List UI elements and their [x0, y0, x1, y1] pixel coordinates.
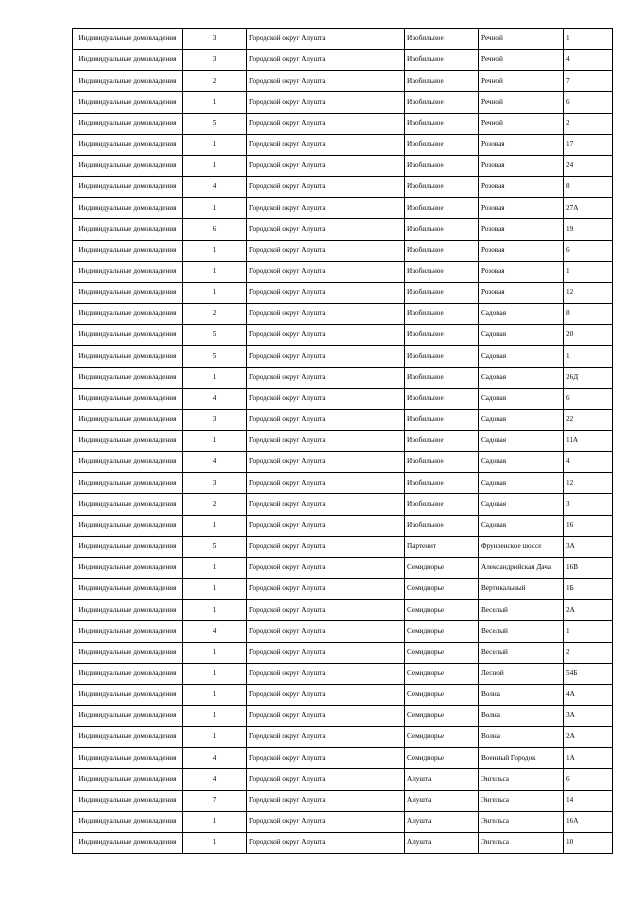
table-row: [73, 536, 613, 557]
count-cell: 7: [183, 790, 247, 811]
house-number-cell: 17: [564, 134, 613, 155]
street-cell: Александрийская Дача: [479, 557, 564, 578]
table-row: [73, 261, 613, 282]
count-cell: 1: [183, 832, 247, 853]
housing-type-cell: Индивидуальные домовладения: [73, 71, 183, 92]
house-number-cell: 20: [564, 325, 613, 346]
house-number-cell: 16: [564, 515, 613, 536]
housing-type-cell: Индивидуальные домовладения: [73, 452, 183, 473]
town-cell: Изобильное: [405, 325, 479, 346]
house-number-cell: 3А: [564, 536, 613, 557]
table-row: [73, 177, 613, 198]
district-cell: Городской округ Алушта: [247, 557, 405, 578]
house-number-cell: 12: [564, 282, 613, 303]
street-cell: Садовая: [479, 304, 564, 325]
town-cell: Изобильное: [405, 304, 479, 325]
district-cell: Городской округ Алушта: [247, 621, 405, 642]
housing-type-cell: Индивидуальные домовладения: [73, 177, 183, 198]
street-cell: Военный Городок: [479, 748, 564, 769]
housing-type-cell: Индивидуальные домовладения: [73, 346, 183, 367]
town-cell: Семидворье: [405, 684, 479, 705]
street-cell: Розовая: [479, 134, 564, 155]
count-cell: 5: [183, 325, 247, 346]
count-cell: 1: [183, 240, 247, 261]
table-row: [73, 304, 613, 325]
town-cell: Семидворье: [405, 663, 479, 684]
district-cell: Городской округ Алушта: [247, 198, 405, 219]
housing-type-cell: Индивидуальные домовладения: [73, 388, 183, 409]
house-number-cell: 16В: [564, 557, 613, 578]
house-number-cell: 54Б: [564, 663, 613, 684]
count-cell: 1: [183, 515, 247, 536]
count-cell: 3: [183, 409, 247, 430]
count-cell: 3: [183, 473, 247, 494]
district-cell: Городской округ Алушта: [247, 282, 405, 303]
street-cell: Волна: [479, 684, 564, 705]
district-cell: Городской округ Алушта: [247, 748, 405, 769]
count-cell: 1: [183, 811, 247, 832]
house-number-cell: 2А: [564, 600, 613, 621]
housing-type-cell: Индивидуальные домовладения: [73, 50, 183, 71]
town-cell: Изобильное: [405, 50, 479, 71]
count-cell: 1: [183, 198, 247, 219]
table-row: [73, 240, 613, 261]
table-row: [73, 663, 613, 684]
house-number-cell: 11А: [564, 430, 613, 451]
town-cell: Семидворье: [405, 600, 479, 621]
house-number-cell: 3: [564, 494, 613, 515]
town-cell: Изобильное: [405, 367, 479, 388]
street-cell: Волна: [479, 727, 564, 748]
table-row: [73, 155, 613, 176]
housing-type-cell: Индивидуальные домовладения: [73, 790, 183, 811]
count-cell: 5: [183, 113, 247, 134]
table-row: [73, 219, 613, 240]
town-cell: Семидворье: [405, 642, 479, 663]
housing-type-cell: Индивидуальные домовладения: [73, 494, 183, 515]
house-number-cell: 19: [564, 219, 613, 240]
table-row: [73, 409, 613, 430]
count-cell: 1: [183, 706, 247, 727]
count-cell: 3: [183, 29, 247, 50]
district-cell: Городской округ Алушта: [247, 727, 405, 748]
street-cell: Садовая: [479, 473, 564, 494]
house-number-cell: 14: [564, 790, 613, 811]
house-number-cell: 8: [564, 304, 613, 325]
table-row: [73, 452, 613, 473]
house-number-cell: 6: [564, 388, 613, 409]
town-cell: Семидворье: [405, 727, 479, 748]
district-cell: Городской округ Алушта: [247, 430, 405, 451]
count-cell: 1: [183, 261, 247, 282]
table-row: [73, 579, 613, 600]
town-cell: Изобильное: [405, 29, 479, 50]
table-row: [73, 748, 613, 769]
table-row: [73, 282, 613, 303]
table-row: [73, 29, 613, 50]
town-cell: Изобильное: [405, 198, 479, 219]
district-cell: Городской округ Алушта: [247, 367, 405, 388]
district-cell: Городской округ Алушта: [247, 515, 405, 536]
street-cell: Веселый: [479, 642, 564, 663]
house-number-cell: 6: [564, 92, 613, 113]
count-cell: 1: [183, 92, 247, 113]
district-cell: Городской округ Алушта: [247, 304, 405, 325]
district-cell: Городской округ Алушта: [247, 177, 405, 198]
house-number-cell: 22: [564, 409, 613, 430]
house-number-cell: 1: [564, 346, 613, 367]
town-cell: Алушта: [405, 811, 479, 832]
house-number-cell: 26Д: [564, 367, 613, 388]
town-cell: Изобильное: [405, 240, 479, 261]
street-cell: Розовая: [479, 240, 564, 261]
table-row: [73, 92, 613, 113]
housing-type-cell: Индивидуальные домовладения: [73, 642, 183, 663]
street-cell: Энгельса: [479, 832, 564, 853]
table-row: [73, 494, 613, 515]
count-cell: 5: [183, 346, 247, 367]
table-row: [73, 50, 613, 71]
district-cell: Городской округ Алушта: [247, 452, 405, 473]
table-row: [73, 832, 613, 853]
housing-type-cell: Индивидуальные домовладения: [73, 684, 183, 705]
table-row: [73, 684, 613, 705]
house-number-cell: 6: [564, 769, 613, 790]
count-cell: 1: [183, 600, 247, 621]
town-cell: Изобильное: [405, 177, 479, 198]
street-cell: Розовая: [479, 155, 564, 176]
housing-type-cell: Индивидуальные домовладения: [73, 536, 183, 557]
count-cell: 3: [183, 50, 247, 71]
housing-type-cell: Индивидуальные домовладения: [73, 29, 183, 50]
table-row: [73, 515, 613, 536]
town-cell: Изобильное: [405, 430, 479, 451]
street-cell: Розовая: [479, 177, 564, 198]
housing-type-cell: Индивидуальные домовладения: [73, 240, 183, 261]
count-cell: 2: [183, 494, 247, 515]
street-cell: Энгельса: [479, 769, 564, 790]
district-cell: Городской округ Алушта: [247, 790, 405, 811]
street-cell: Садовая: [479, 409, 564, 430]
table-row: [73, 621, 613, 642]
housing-type-cell: Индивидуальные домовладения: [73, 706, 183, 727]
district-cell: Городской округ Алушта: [247, 473, 405, 494]
street-cell: Фрунзенское шоссе: [479, 536, 564, 557]
district-cell: Городской округ Алушта: [247, 113, 405, 134]
table-row: [73, 706, 613, 727]
district-cell: Городской округ Алушта: [247, 134, 405, 155]
town-cell: Изобильное: [405, 473, 479, 494]
town-cell: Изобильное: [405, 515, 479, 536]
street-cell: Садовая: [479, 515, 564, 536]
house-number-cell: 8: [564, 177, 613, 198]
table-row: [73, 600, 613, 621]
town-cell: Семидворье: [405, 706, 479, 727]
count-cell: 4: [183, 388, 247, 409]
house-number-cell: 1: [564, 29, 613, 50]
town-cell: Изобильное: [405, 92, 479, 113]
table-row: [73, 198, 613, 219]
district-cell: Городской округ Алушта: [247, 155, 405, 176]
district-cell: Городской округ Алушта: [247, 71, 405, 92]
housing-type-cell: Индивидуальные домовладения: [73, 325, 183, 346]
street-cell: Садовая: [479, 452, 564, 473]
district-cell: Городской округ Алушта: [247, 50, 405, 71]
house-number-cell: 16А: [564, 811, 613, 832]
town-cell: Алушта: [405, 769, 479, 790]
town-cell: Изобильное: [405, 494, 479, 515]
house-number-cell: 3А: [564, 706, 613, 727]
house-number-cell: 12: [564, 473, 613, 494]
town-cell: Изобильное: [405, 261, 479, 282]
town-cell: Изобильное: [405, 219, 479, 240]
house-number-cell: 1: [564, 621, 613, 642]
count-cell: 1: [183, 642, 247, 663]
street-cell: Речной: [479, 113, 564, 134]
district-cell: Городской округ Алушта: [247, 811, 405, 832]
housing-type-cell: Индивидуальные домовладения: [73, 282, 183, 303]
housing-type-cell: Индивидуальные домовладения: [73, 198, 183, 219]
house-number-cell: 24: [564, 155, 613, 176]
town-cell: Изобильное: [405, 113, 479, 134]
town-cell: Семидворье: [405, 579, 479, 600]
housing-type-cell: Индивидуальные домовладения: [73, 621, 183, 642]
house-number-cell: 6: [564, 240, 613, 261]
town-cell: Изобильное: [405, 155, 479, 176]
housing-type-cell: Индивидуальные домовладения: [73, 748, 183, 769]
housing-type-cell: Индивидуальные домовладения: [73, 727, 183, 748]
street-cell: Розовая: [479, 219, 564, 240]
district-cell: Городской округ Алушта: [247, 325, 405, 346]
housing-type-cell: Индивидуальные домовладения: [73, 409, 183, 430]
district-cell: Городской округ Алушта: [247, 388, 405, 409]
table-row: [73, 71, 613, 92]
town-cell: Изобильное: [405, 282, 479, 303]
count-cell: 4: [183, 177, 247, 198]
street-cell: Вертикальный: [479, 579, 564, 600]
town-cell: Алушта: [405, 790, 479, 811]
district-cell: Городской округ Алушта: [247, 642, 405, 663]
housing-type-cell: Индивидуальные домовладения: [73, 430, 183, 451]
house-number-cell: 1А: [564, 748, 613, 769]
count-cell: 4: [183, 452, 247, 473]
town-cell: Изобильное: [405, 134, 479, 155]
district-cell: Городской округ Алушта: [247, 261, 405, 282]
house-number-cell: 27А: [564, 198, 613, 219]
town-cell: Алушта: [405, 832, 479, 853]
district-cell: Городской округ Алушта: [247, 663, 405, 684]
street-cell: Розовая: [479, 261, 564, 282]
housing-type-cell: Индивидуальные домовладения: [73, 155, 183, 176]
house-number-cell: 4: [564, 452, 613, 473]
housing-type-cell: Индивидуальные домовладения: [73, 811, 183, 832]
district-cell: Городской округ Алушта: [247, 219, 405, 240]
house-number-cell: 4: [564, 50, 613, 71]
street-cell: Речной: [479, 50, 564, 71]
street-cell: Садовая: [479, 346, 564, 367]
table-row: [73, 557, 613, 578]
district-cell: Городской округ Алушта: [247, 29, 405, 50]
district-cell: Городской округ Алушта: [247, 409, 405, 430]
street-cell: Волна: [479, 706, 564, 727]
town-cell: Семидворье: [405, 557, 479, 578]
district-cell: Городской округ Алушта: [247, 600, 405, 621]
housing-type-cell: Индивидуальные домовладения: [73, 832, 183, 853]
housing-type-cell: Индивидуальные домовладения: [73, 515, 183, 536]
table-row: [73, 727, 613, 748]
street-cell: Веселый: [479, 600, 564, 621]
count-cell: 4: [183, 621, 247, 642]
district-cell: Городской округ Алушта: [247, 536, 405, 557]
town-cell: Изобильное: [405, 71, 479, 92]
count-cell: 1: [183, 430, 247, 451]
housing-type-cell: Индивидуальные домовладения: [73, 219, 183, 240]
district-cell: Городской округ Алушта: [247, 579, 405, 600]
street-cell: Садовая: [479, 430, 564, 451]
street-cell: Садовая: [479, 367, 564, 388]
count-cell: 1: [183, 684, 247, 705]
table-row: [73, 134, 613, 155]
housing-type-cell: Индивидуальные домовладения: [73, 304, 183, 325]
town-cell: Семидворье: [405, 621, 479, 642]
address-table-body: [73, 29, 613, 854]
table-row: [73, 473, 613, 494]
street-cell: Энгельса: [479, 790, 564, 811]
district-cell: Городской округ Алушта: [247, 769, 405, 790]
count-cell: 1: [183, 134, 247, 155]
table-row: [73, 367, 613, 388]
count-cell: 1: [183, 557, 247, 578]
count-cell: 1: [183, 155, 247, 176]
count-cell: 2: [183, 71, 247, 92]
house-number-cell: 10: [564, 832, 613, 853]
district-cell: Городской округ Алушта: [247, 832, 405, 853]
count-cell: 4: [183, 769, 247, 790]
housing-type-cell: Индивидуальные домовладения: [73, 261, 183, 282]
street-cell: Веселый: [479, 621, 564, 642]
housing-type-cell: Индивидуальные домовладения: [73, 92, 183, 113]
table-row: [73, 325, 613, 346]
table-row: [73, 430, 613, 451]
count-cell: 1: [183, 579, 247, 600]
housing-type-cell: Индивидуальные домовладения: [73, 557, 183, 578]
district-cell: Городской округ Алушта: [247, 494, 405, 515]
street-cell: Лесной: [479, 663, 564, 684]
house-number-cell: 1: [564, 261, 613, 282]
count-cell: 1: [183, 282, 247, 303]
town-cell: Изобильное: [405, 346, 479, 367]
housing-type-cell: Индивидуальные домовладения: [73, 579, 183, 600]
house-number-cell: 2А: [564, 727, 613, 748]
housing-type-cell: Индивидуальные домовладения: [73, 113, 183, 134]
count-cell: 1: [183, 367, 247, 388]
housing-type-cell: Индивидуальные домовладения: [73, 367, 183, 388]
town-cell: Семидворье: [405, 748, 479, 769]
count-cell: 1: [183, 727, 247, 748]
house-number-cell: 2: [564, 642, 613, 663]
count-cell: 2: [183, 304, 247, 325]
table-row: [73, 113, 613, 134]
house-number-cell: 2: [564, 113, 613, 134]
street-cell: Садовая: [479, 494, 564, 515]
town-cell: Партенит: [405, 536, 479, 557]
district-cell: Городской округ Алушта: [247, 706, 405, 727]
street-cell: Речной: [479, 71, 564, 92]
housing-type-cell: Индивидуальные домовладения: [73, 663, 183, 684]
street-cell: Розовая: [479, 198, 564, 219]
count-cell: 1: [183, 663, 247, 684]
town-cell: Изобильное: [405, 388, 479, 409]
house-number-cell: 4А: [564, 684, 613, 705]
housing-type-cell: Индивидуальные домовладения: [73, 769, 183, 790]
count-cell: 6: [183, 219, 247, 240]
housing-type-cell: Индивидуальные домовладения: [73, 473, 183, 494]
count-cell: 5: [183, 536, 247, 557]
district-cell: Городской округ Алушта: [247, 346, 405, 367]
table-row: [73, 346, 613, 367]
town-cell: Изобильное: [405, 452, 479, 473]
house-number-cell: 1Б: [564, 579, 613, 600]
housing-type-cell: Индивидуальные домовладения: [73, 134, 183, 155]
table-row: [73, 811, 613, 832]
street-cell: Речной: [479, 92, 564, 113]
district-cell: Городской округ Алушта: [247, 240, 405, 261]
street-cell: Садовая: [479, 388, 564, 409]
street-cell: Энгельса: [479, 811, 564, 832]
town-cell: Изобильное: [405, 409, 479, 430]
address-table: [72, 28, 613, 854]
count-cell: 4: [183, 748, 247, 769]
district-cell: Городской округ Алушта: [247, 684, 405, 705]
district-cell: Городской округ Алушта: [247, 92, 405, 113]
table-row: [73, 642, 613, 663]
table-row: [73, 388, 613, 409]
street-cell: Садовая: [479, 325, 564, 346]
house-number-cell: 7: [564, 71, 613, 92]
street-cell: Розовая: [479, 282, 564, 303]
table-row: [73, 769, 613, 790]
street-cell: Речной: [479, 29, 564, 50]
table-row: [73, 790, 613, 811]
housing-type-cell: Индивидуальные домовладения: [73, 600, 183, 621]
